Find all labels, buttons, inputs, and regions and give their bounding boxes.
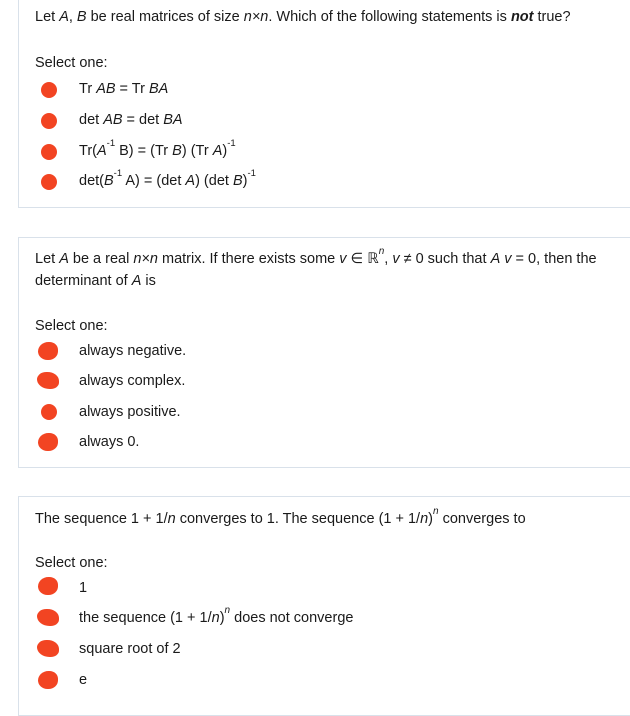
option-label-4: always 0.	[79, 434, 140, 450]
option-label-3: $Tr(A^{-1}$ B) = (Tr B) (Tr A)$^{-1}$	[79, 138, 236, 159]
radio-option-1[interactable]	[41, 82, 57, 98]
option-label-2: the sequence $(1 + 1/n)^n$ does not converge	[79, 605, 354, 626]
radio-option-2[interactable]	[37, 609, 59, 626]
question-text-2: Let A be a real n×n matrix. If there exists some v ∈ ℝ$^n$, v ≠ 0 such that A v = 0, then the determinant of A is	[35, 246, 597, 289]
question-text-3: The sequence 1 + 1/n converges to 1. The sequence $(1 + 1/n)^n$ converges to	[35, 506, 526, 527]
radio-option-1[interactable]	[38, 342, 58, 360]
option-label-2: always complex.	[79, 373, 186, 389]
select-one-label: Select one:	[35, 555, 108, 571]
option-label-4: $\det(B^{-1}$ A) = (det A) (det B)$^{-1}$	[79, 168, 256, 189]
option-label-4: e	[79, 672, 88, 688]
radio-option-3[interactable]	[41, 404, 57, 420]
question-card-3	[18, 496, 630, 716]
option-label-1: always negative.	[79, 343, 187, 359]
option-label-3: square root of 2	[79, 641, 181, 657]
question-text-1: Let A, B be real matrices of size n×n. Which of the following statements is not true?	[35, 9, 571, 25]
option-label-1: Tr AB = Tr BA	[79, 81, 169, 97]
radio-option-3[interactable]	[37, 640, 59, 657]
radio-option-2[interactable]	[41, 113, 57, 129]
option-label-2: det AB = det BA	[79, 112, 183, 128]
radio-option-2[interactable]	[37, 372, 59, 389]
radio-option-4[interactable]	[38, 671, 58, 689]
option-label-1: 1	[79, 580, 88, 596]
radio-option-4[interactable]	[38, 433, 58, 451]
question-card-2	[18, 237, 630, 468]
option-label-3: always positive.	[79, 404, 181, 420]
radio-option-4[interactable]	[41, 174, 57, 190]
question-card-1	[18, 0, 630, 208]
radio-option-3[interactable]	[41, 144, 57, 160]
select-one-label: Select one:	[35, 55, 108, 71]
radio-option-1[interactable]	[38, 577, 58, 595]
select-one-label: Select one:	[35, 318, 108, 334]
